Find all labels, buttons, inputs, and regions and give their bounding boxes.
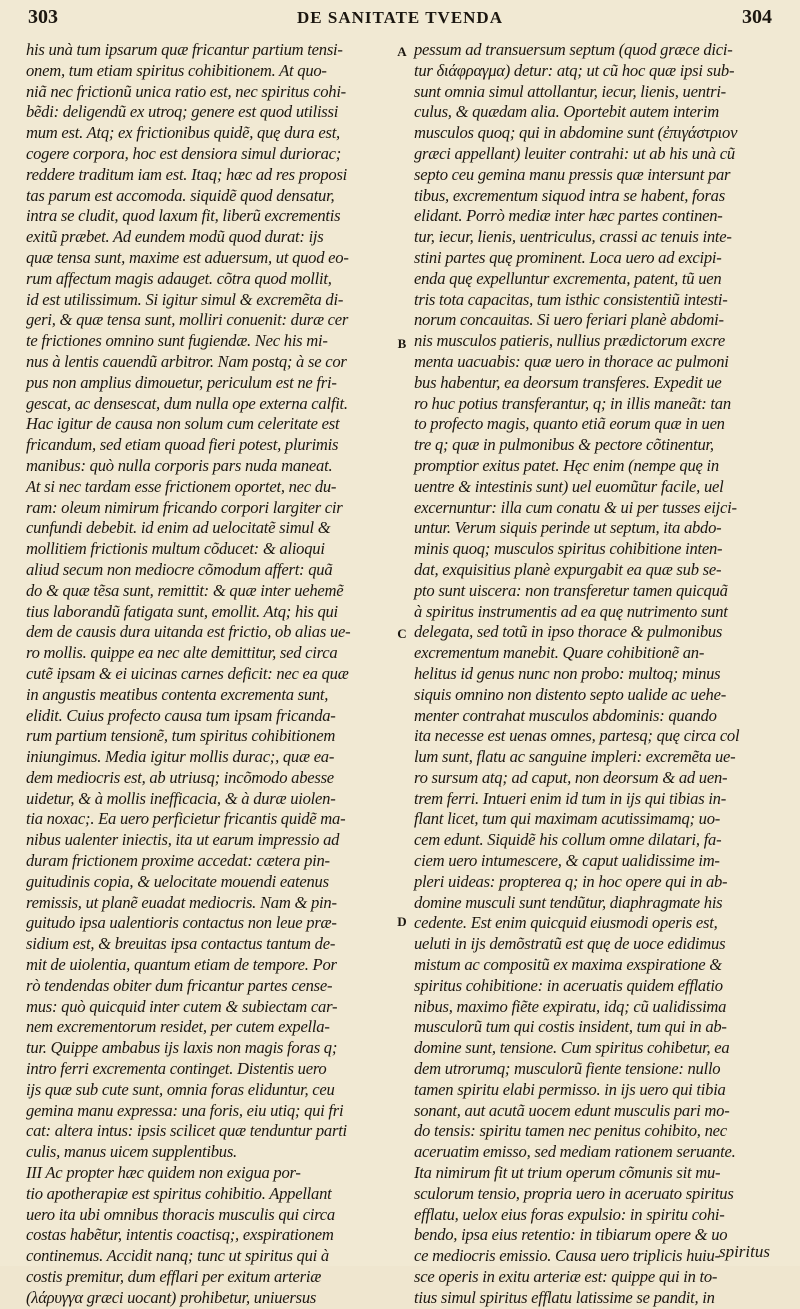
text-line: dem utrorumq; musculorũ fiente tensione: nullo xyxy=(414,1059,721,1079)
text-line: duram frictionem proxime accedat: cætera pin- xyxy=(26,851,330,871)
text-line: ita necesse est uenas omnes, partesq; quę circa col xyxy=(414,726,740,746)
text-line: tamen spiritu elabi permisso. in ijs uero qui tibia xyxy=(414,1079,726,1099)
text-line: te frictiones omnino sunt fugiendæ. Nec his mi- xyxy=(26,331,328,351)
text-line: to profecto magis, quanto etiã eorum quæ in uen xyxy=(414,414,725,434)
text-line: onem, tum etiam spiritus cohibitionem. At quo- xyxy=(26,60,327,80)
text-line: mollitiem frictionis multum cõducet: & alioqui xyxy=(26,539,325,559)
text-line: niã nec frictionũ unica ratio est, nec spiritus cohi- xyxy=(26,81,346,101)
text-line: tre q; quæ in pulmonibus & pectore cõtinentur, xyxy=(414,435,714,455)
text-line: nibus ualenter iniectis, ita ut earum impressio ad xyxy=(26,830,340,850)
text-line: cunfundi debebit. id enim ad uelocitatẽ simul & xyxy=(26,518,331,538)
left-text-column xyxy=(26,40,401,1309)
text-line: exitũ præbet. Ad eundem modũ quod durat: ijs xyxy=(26,227,324,247)
text-line: cogere corpora, hoc est densiora simul duriorac; xyxy=(26,143,342,163)
text-line: sidium est, & breuitas ipsa contactus tantum de- xyxy=(26,934,336,954)
text-line: ro mollis. quippe ea nec alte demittitur, sed circa xyxy=(26,643,338,663)
text-line: aceruatim emisso, sed mediam rationem seruante. xyxy=(414,1142,736,1162)
text-line: menter contrahat musculos abdominis: quando xyxy=(414,705,717,725)
text-line: ro huc potius transferantur, q; in illis maneãt: tan xyxy=(414,393,731,413)
text-line: Hac igitur de causa non solum cum celeritate est xyxy=(26,414,340,434)
margin-mark: B xyxy=(397,336,407,351)
text-line: nis musculos patieris, nullius prædictorum excre xyxy=(414,331,725,351)
text-line: menta uacuabis: quæ uero in thorace ac pulmoni xyxy=(414,351,729,371)
text-line: bẽdi: deligendũ ex utroq; genere est quod utilissi xyxy=(26,102,339,122)
text-line: reddere traditum iam est. Itaq; hæc ad res proposi xyxy=(26,164,348,184)
text-line: id est utilissimum. Si igitur simul & excremẽta di- xyxy=(26,289,344,309)
text-line: At si nec tardam esse frictionem oportet, nec du- xyxy=(26,476,337,496)
text-line: bus habentur, ea deorsum transferes. Expedit ue xyxy=(414,372,722,392)
text-line: intro ferri excrementa continget. Distentis uero xyxy=(26,1059,327,1079)
text-line: untur. Verum siquis perinde ut septum, ita abdo- xyxy=(414,518,722,538)
text-line: sculorum tensio, propria uero in aceruato spiritus xyxy=(414,1183,734,1203)
text-line: rum partium tensionẽ, tum spiritus cohibitionem xyxy=(26,726,336,746)
text-line: flant licet, tum qui maximam acutissimamq; uo- xyxy=(414,809,721,829)
text-line: helitus id genus nunc non probo: multoq; minus xyxy=(414,663,721,683)
text-line: stini partes quę prominent. Loca uero ad excipi- xyxy=(414,247,722,267)
text-line: gemina manu expressa: una foris, eiu utiq; qui fri xyxy=(26,1100,344,1120)
text-line: musculos quoq; qui in abdomine sunt (ἐπιγάστριον xyxy=(414,123,738,143)
text-line: guitudinis copia, & uelocitate mouendi eatenus xyxy=(26,871,329,891)
text-line: tius simul spiritus efflatu latissime se pandit, in xyxy=(414,1287,715,1307)
text-line: tur διάφραγμα) detur: atq; ut cũ hoc quæ ipsi sub- xyxy=(414,60,735,80)
text-line: enda quę expelluntur excrementa, patent, tũ uen xyxy=(414,268,722,288)
text-line: mistum ac compositũ ex maxima exspiratione & xyxy=(414,955,722,975)
running-title: DE SANITATE TVENDA xyxy=(297,8,503,27)
text-line: tius laborandũ fatigata sunt, emollit. Atq; his qui xyxy=(26,601,338,621)
margin-mark: D xyxy=(397,914,407,929)
text-line: geri, & quæ tensa sunt, molliri conuenit: duræ cer xyxy=(26,310,349,330)
text-line: dem de causis dura uitanda est frictio, ob alias ue- xyxy=(26,622,351,642)
text-line: tur, iecur, lienis, uentriculus, crassi ac tenuis inte- xyxy=(414,227,732,247)
text-line: tia noxac;. Ea uero perficietur fricantis quidẽ ma- xyxy=(26,809,346,829)
text-line: nibus, maximo fiẽte expiratu, idq; cũ ualidissima xyxy=(414,996,727,1016)
text-line: quæ tensa sunt, maxime est aduersum, ut quod eo- xyxy=(26,247,349,267)
text-line: do & quæ tẽsa sunt, remittit: & quæ inter uehemẽ xyxy=(26,580,344,600)
page-number-right: 304 xyxy=(742,6,772,28)
text-line: promptior exitus patet. Hęc enim (nempe quę in xyxy=(414,455,719,475)
text-line: siquis omnino non distento septo ualide ac uehe- xyxy=(414,684,726,704)
text-line: tas parum est accomoda. siquidẽ quod densatur, xyxy=(26,185,335,205)
text-line: cutẽ ipsam & ei uicinas carnes deficit: nec ea quæ xyxy=(26,663,349,683)
text-line: norum concauitas. Si uero feriari planè abdomi- xyxy=(414,310,724,330)
text-line: græci appellant) leuiter contrahi: ut ab his unà cũ xyxy=(414,143,735,163)
text-line: continemus. Accidit nanq; tunc ut spiritus qui à xyxy=(26,1246,329,1266)
text-line: à spiritus instrumentis ad ea quę nutrimento sunt xyxy=(414,601,728,621)
running-header xyxy=(28,6,772,36)
text-line: elidant. Porrò mediæ inter hæc partes continen- xyxy=(414,206,723,226)
text-line: tio apotherapiæ est spiritus cohibitio. Appellant xyxy=(26,1183,332,1203)
text-line: tibus, excrementum siquod intra se habent, foras xyxy=(414,185,725,205)
text-line: nem excrementorum residet, per cutem expella- xyxy=(26,1017,330,1037)
text-line: uentre & intestinis sunt) uel euomũtur facile, uel xyxy=(414,476,724,496)
page-number-left: 303 xyxy=(28,6,58,28)
text-line: culus, & quædam alia. Oportebit autem interim xyxy=(414,102,719,122)
text-line: septo ceu gemina manu pressis quæ intersunt par xyxy=(414,164,731,184)
text-line: fricandum, sed etiam quoad fieri potest, plurimis xyxy=(26,435,339,455)
text-line: mit de uiolentia, quantum etiam de tempore. Por xyxy=(26,955,337,975)
text-line: aliud secum non mediocre cõmodum affert: quã xyxy=(26,559,333,579)
text-line: manibus: quò nulla corporis pars nuda maneat. xyxy=(26,455,333,475)
text-line: pto sunt uiscera: non transferetur tamen quicquã xyxy=(414,580,728,600)
text-line: cem edunt. Siquidẽ his collum omne dilatari, fa- xyxy=(414,830,722,850)
text-line: musculorũ tum qui costis insident, tum qui in ab- xyxy=(414,1017,727,1037)
text-line: minis quoq; musculos spiritus cohibitione inten- xyxy=(414,539,723,559)
text-line: elidit. Cuius profecto causa tum ipsam fricanda- xyxy=(26,705,336,725)
text-line: tris tota capacitas, tum isthic consistentiũ intesti- xyxy=(414,289,728,309)
text-line: trem ferri. Intueri enim id tum in ijs qui tibias in- xyxy=(414,788,727,808)
text-line: remissis, ut planẽ euadat mediocris. Nam & pin- xyxy=(26,892,337,912)
margin-mark: C xyxy=(397,626,407,641)
text-line: pleri uideas: propterea q; in hoc opere qui in ab- xyxy=(414,871,728,891)
text-line: pus non amplius dimouetur, periculum est ne fri- xyxy=(26,372,337,392)
text-line: excrementum manebit. Quare cohibitionẽ an- xyxy=(414,643,705,663)
text-line: delegata, sed totũ in ipso thorace & pulmonibus xyxy=(414,622,723,642)
text-line: sonant, aut acutã uocem edunt musculis pari mo- xyxy=(414,1100,730,1120)
text-line: rò tendendas obiter dum fricantur partes cense- xyxy=(26,975,333,995)
text-line: lum sunt, flatu ac sanguine impleri: excremẽta ue- xyxy=(414,747,736,767)
text-line: cedente. Est enim quicquid eiusmodi operis est, xyxy=(414,913,718,933)
text-line: Ita nimirum fit ut trium operum cõmunis sit mu- xyxy=(414,1163,721,1183)
text-line: mus: quò quicquid inter cutem & subiectam car- xyxy=(26,996,338,1016)
text-line: in angustis meatibus contenta excrementa sunt, xyxy=(26,684,329,704)
text-line: nus à lentis cauendũ arbitror. Nam postq; à se cor xyxy=(26,351,347,371)
text-line: costis premitur, dum efflari per exitum arteriæ xyxy=(26,1267,322,1287)
text-line: III Ac propter hæc quidem non exigua por- xyxy=(26,1163,301,1183)
text-line: ro sursum atq; ad caput, non deorsum & ad uen- xyxy=(414,767,728,787)
text-line: excernuntur: illa cum conatu & ui per tusses eijci- xyxy=(414,497,737,517)
text-line: ce mediocris emissio. Causa uero triplicis huiu- xyxy=(414,1246,720,1266)
text-line: domine musculi sunt tendũtur, diaphragmate his xyxy=(414,892,723,912)
text-line: (λάρυγγα græci uocant) prohibetur, uniuersus xyxy=(26,1287,317,1307)
text-line: do tensis: spiritu tamen nec penitus cohibito, nec xyxy=(414,1121,727,1141)
text-line: culis, manus uicem supplentibus. xyxy=(26,1142,237,1162)
text-line: his unà tum ipsarum quæ fricantur partium tensi- xyxy=(26,40,343,59)
text-line: ciem uero intumescere, & caput ualidissime im- xyxy=(414,851,720,871)
text-line: sunt omnia simul attollantur, iecur, lienis, uentri- xyxy=(414,81,726,101)
text-line: iniungimus. Media igitur mollis durac;, quæ ea- xyxy=(26,747,335,767)
right-text-column xyxy=(414,40,784,1309)
text-line: gescat, ac densescat, dum nulla ope externa calfit. xyxy=(26,393,348,413)
text-line: ueluti in ijs demõstratũ est quę de uoce edidimus xyxy=(414,934,726,954)
text-line: tur. Quippe ambabus ijs laxis non magis foras q; xyxy=(26,1038,338,1058)
text-line: ram: oleum nimirum fricando corpori largiter cir xyxy=(26,497,343,517)
text-line: uidetur, & à mollis inefficacia, & à duræ uiolen- xyxy=(26,788,336,808)
catchword: spiritus xyxy=(718,1242,770,1261)
text-line: rum affectum magis adauget. cõtra quod mollit, xyxy=(26,268,332,288)
text-line: pessum ad transuersum septum (quod græce dici- xyxy=(414,40,733,59)
text-line: sce operis in exitu arteriæ est: quippe qui in to- xyxy=(414,1267,718,1287)
text-line: guitudo ipsa ualentioris contactus non leue præ- xyxy=(26,913,337,933)
text-line: bendo, ipsa eius retentio: in tibiarum opere & uo xyxy=(414,1225,728,1245)
text-line: ijs quæ sub cute sunt, omnia foras eliduntur, ceu xyxy=(26,1079,335,1099)
text-line: dem mediocris est, ab utriusq; incõmodo abesse xyxy=(26,767,334,787)
margin-mark: A xyxy=(397,44,407,59)
text-line: dat, exquisitius planè expurgabit ea quæ sub se- xyxy=(414,559,722,579)
text-line: spiritus cohibitione: in aceruatis quidem efflatio xyxy=(414,975,723,995)
text-line: mum est. Atq; ex frictionibus quidẽ, quę dura est, xyxy=(26,123,340,143)
text-line: domine sunt, tensione. Cum spiritus cohibetur, ea xyxy=(414,1038,730,1058)
text-line: cat: altera intus: ipsis scilicet quæ tenduntur parti xyxy=(26,1121,347,1141)
text-line: costas habẽtur, intentis coactisq;, exspirationem xyxy=(26,1225,334,1245)
text-line: uero ita ubi omnibus thoracis musculis qui circa xyxy=(26,1204,335,1224)
text-line: intra se cludit, quod laxum fit, liberũ excrementis xyxy=(26,206,341,226)
text-line: efflatu, uelox eius foras expulsio: in spiritu cohi- xyxy=(414,1204,725,1224)
